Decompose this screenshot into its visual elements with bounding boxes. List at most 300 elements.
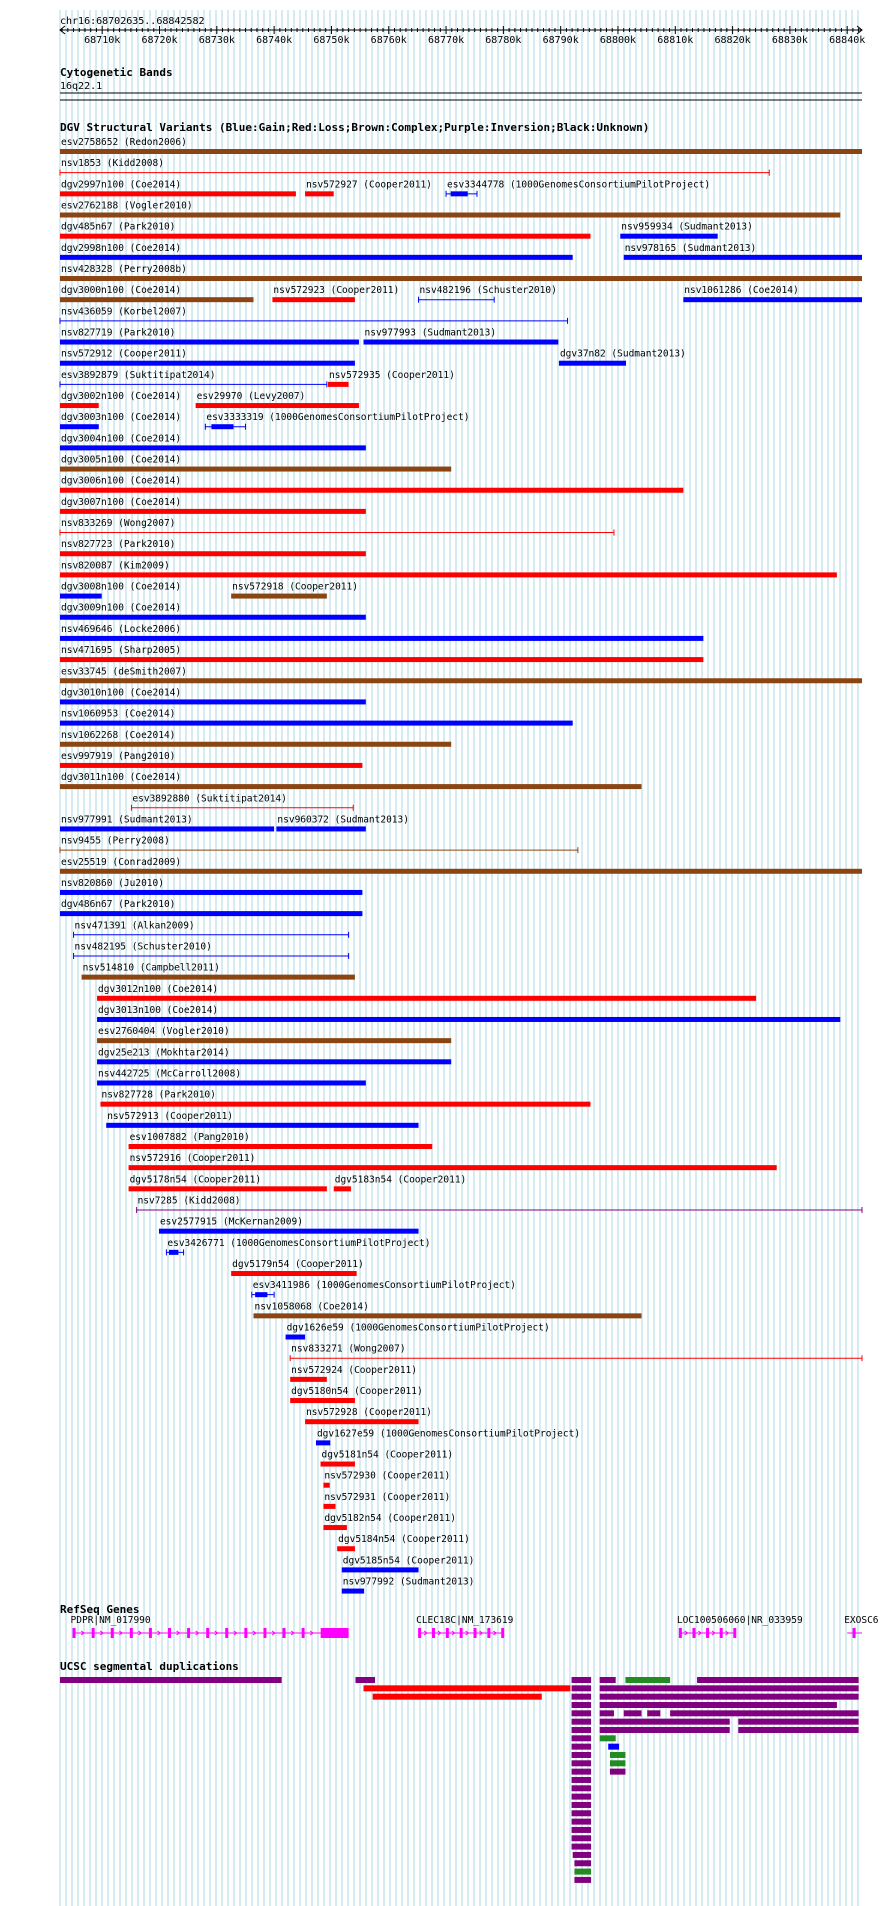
dgv-feature[interactable]: [231, 1259, 364, 1276]
dgv-feature-label: nsv827719 (Park2010): [61, 327, 176, 339]
segdup-feature[interactable]: [600, 1735, 616, 1741]
dgv-feature-label: nsv977993 (Sudmant2013): [364, 327, 497, 339]
dgv-feature-label: dgv37n82 (Sudmant2013): [559, 348, 686, 360]
cytoband-label: 16q22.1: [60, 81, 103, 92]
segdup-feature[interactable]: [625, 1677, 670, 1683]
dgv-feature-label: dgv5184n54 (Cooper2011): [338, 1534, 470, 1546]
ruler-tick-label: 68750k: [313, 35, 350, 46]
dgv-feature-label: nsv572928 (Cooper2011): [306, 1407, 432, 1419]
dgv-feature[interactable]: [129, 1153, 777, 1170]
dgv-feature-label: dgv485n67 (Park2010): [61, 221, 176, 233]
dgv-feature-label: nsv572931 (Cooper2011): [324, 1491, 451, 1503]
dgv-feature-label: nsv9455 (Perry2008): [61, 835, 170, 847]
ruler-tick-label: 68790k: [542, 35, 579, 46]
dgv-feature-label: dgv3005n100 (Coe2014): [61, 454, 182, 466]
dgv-feature-bar: [106, 1123, 418, 1128]
dgv-feature-label: esv3426771 (1000GenomesConsortiumPilotProject): [167, 1237, 431, 1249]
dgv-feature-label: dgv1626e59 (1000GenomesConsortiumPilotProject): [286, 1322, 550, 1334]
dgv-feature[interactable]: [129, 1132, 433, 1149]
dgv-feature-bar: [231, 594, 327, 599]
dgv-feature[interactable]: [131, 793, 353, 811]
dgv-feature-bar: [60, 594, 102, 599]
dgv-feature-bar: [290, 1398, 355, 1403]
dgv-feature[interactable]: [60, 412, 181, 429]
refseq-exon: [720, 1628, 723, 1638]
dgv-feature[interactable]: [97, 1005, 840, 1022]
segdup-feature[interactable]: [647, 1710, 660, 1716]
dgv-feature[interactable]: [60, 158, 769, 176]
segdup-feature[interactable]: [572, 1769, 591, 1775]
refseq-gene[interactable]: [844, 1615, 879, 1638]
segdup-feature[interactable]: [572, 1744, 591, 1750]
segdup-feature[interactable]: [610, 1752, 625, 1758]
refseq-gene[interactable]: [416, 1615, 514, 1638]
segdup-feature[interactable]: [608, 1744, 619, 1750]
dgv-feature-bar: [97, 996, 756, 1001]
ruler-tick-label: 68730k: [198, 35, 235, 46]
segdup-feature[interactable]: [373, 1694, 542, 1700]
refseq-exon: [706, 1628, 709, 1638]
dgv-feature-bar: [316, 1440, 330, 1445]
dgv-feature-bar: [169, 1250, 178, 1255]
dgv-feature-bar: [211, 424, 233, 429]
dgv-feature-bar: [60, 826, 274, 831]
dgv-feature-bar: [328, 382, 349, 387]
dgv-feature[interactable]: [60, 730, 451, 747]
refseq-exon: [432, 1628, 435, 1638]
ruler-tick-label: 68740k: [256, 35, 293, 46]
dgv-feature[interactable]: [321, 1450, 454, 1467]
dgv-feature[interactable]: [60, 455, 451, 472]
position-ruler: [60, 26, 865, 46]
dgv-feature[interactable]: [60, 645, 703, 662]
dgv-feature-label: dgv2997n100 (Coe2014): [61, 179, 182, 191]
dgv-feature-bar: [60, 255, 573, 260]
dgv-feature[interactable]: [60, 751, 362, 768]
refseq-exon: [149, 1628, 152, 1638]
dgv-feature[interactable]: [60, 328, 359, 345]
dgv-feature-bar: [321, 1462, 355, 1467]
dgv-feature-label: nsv977991 (Sudmant2013): [61, 814, 193, 826]
refseq-exon: [244, 1628, 247, 1638]
dgv-feature-label: nsv978165 (Sudmant2013): [624, 242, 757, 254]
segdup-feature[interactable]: [572, 1802, 591, 1808]
dgv-feature[interactable]: [205, 412, 469, 430]
segdup-feature[interactable]: [364, 1685, 571, 1691]
segdup-track-title[interactable]: UCSC segmental duplications: [60, 1660, 239, 1673]
dgv-feature-label: dgv5178n54 (Cooper2011): [129, 1174, 262, 1186]
dgv-feature[interactable]: [60, 709, 573, 726]
dgv-feature[interactable]: [60, 899, 362, 916]
refseq-exon: [487, 1628, 490, 1638]
dgv-feature-label: nsv471695 (Sharp2005): [61, 645, 182, 657]
refseq-exon: [73, 1628, 76, 1638]
segdup-feature[interactable]: [572, 1819, 591, 1825]
segdup-feature[interactable]: [738, 1719, 858, 1725]
dgv-feature-bar: [129, 1144, 433, 1149]
dgv-feature-label: dgv3010n100 (Coe2014): [61, 687, 182, 699]
ruler-tick-label: 68800k: [599, 35, 637, 46]
dgv-feature-label: esv2758652 (Redon2006): [61, 137, 187, 148]
dgv-feature-label: nsv514810 (Campbell2011): [82, 962, 220, 974]
dgv-feature[interactable]: [60, 878, 362, 895]
dgv-feature-bar: [129, 1186, 327, 1191]
segdup-feature[interactable]: [572, 1844, 591, 1850]
dgv-feature[interactable]: [159, 1217, 419, 1234]
refseq-exon: [206, 1628, 209, 1638]
dgv-feature[interactable]: [364, 328, 559, 345]
dgv-feature[interactable]: [97, 1047, 451, 1064]
dgv-feature[interactable]: [419, 285, 557, 303]
dgv-feature[interactable]: [129, 1174, 327, 1191]
dgv-feature-bar: [290, 1377, 327, 1382]
refseq-gene-label: PDPR|NM_017990: [70, 1615, 151, 1626]
dgv-feature[interactable]: [60, 539, 366, 556]
segdup-feature[interactable]: [573, 1852, 591, 1858]
dgv-feature-bar: [60, 678, 862, 683]
refseq-gene-label: EXOSC6: [844, 1615, 879, 1626]
segdup-feature[interactable]: [572, 1719, 591, 1725]
dgv-feature-bar: [342, 1567, 419, 1572]
dgv-feature-bar: [60, 403, 99, 408]
dgv-feature[interactable]: [60, 814, 274, 831]
dgv-feature[interactable]: [60, 772, 641, 789]
cytoband-track-title[interactable]: Cytogenetic Bands: [60, 66, 173, 79]
dgv-feature[interactable]: [60, 179, 296, 196]
dgv-feature-label: nsv482196 (Schuster2010): [419, 285, 557, 297]
dgv-feature[interactable]: [60, 391, 181, 408]
segdup-feature[interactable]: [572, 1810, 591, 1816]
dgv-feature[interactable]: [60, 306, 568, 324]
segdup-feature[interactable]: [572, 1727, 591, 1733]
dgv-feature-label: nsv572916 (Cooper2011): [129, 1153, 256, 1165]
dgv-feature-bar: [60, 890, 362, 895]
segdup-feature[interactable]: [574, 1877, 591, 1883]
dgv-feature-label: esv3892880 (Suktitipat2014): [132, 793, 287, 805]
dgv-feature[interactable]: [290, 1386, 423, 1403]
dgv-feature-bar: [60, 509, 366, 514]
dgv-feature[interactable]: [137, 1196, 862, 1214]
dgv-feature[interactable]: [60, 243, 573, 260]
dgv-feature-label: dgv3000n100 (Coe2014): [61, 285, 182, 297]
dgv-feature[interactable]: [60, 836, 578, 854]
dgv-feature-label: dgv2998n100 (Coe2014): [61, 242, 182, 254]
dgv-feature[interactable]: [74, 920, 349, 938]
dgv-feature-label: nsv1062268 (Coe2014): [61, 729, 176, 741]
segdup-feature[interactable]: [572, 1835, 591, 1841]
dgv-feature-bar: [60, 149, 862, 154]
dgv-feature-label: dgv3002n100 (Coe2014): [61, 391, 182, 403]
dgv-feature-bar: [60, 699, 366, 704]
dgv-feature-bar: [620, 234, 717, 239]
dgv-feature-bar: [82, 975, 355, 980]
segdup-feature[interactable]: [356, 1677, 375, 1683]
dgv-feature-bar: [323, 1525, 346, 1530]
dgv-feature-label: dgv5180n54 (Cooper2011): [291, 1386, 423, 1398]
dgv-feature-bar: [60, 467, 451, 472]
segdup-feature[interactable]: [572, 1710, 591, 1716]
dgv-feature-label: nsv820860 (Ju2010): [61, 877, 164, 889]
dgv-feature[interactable]: [60, 222, 590, 239]
dgv-feature[interactable]: [60, 137, 862, 154]
dgv-feature-bar: [272, 297, 355, 302]
dgv-feature-bar: [60, 636, 703, 641]
segdup-feature[interactable]: [670, 1710, 859, 1716]
dgv-feature-label: nsv827723 (Park2010): [61, 539, 176, 551]
dgv-feature-label: dgv3007n100 (Coe2014): [61, 496, 182, 508]
dgv-feature-label: nsv572918 (Cooper2011): [232, 581, 358, 593]
segdup-feature[interactable]: [600, 1702, 837, 1708]
dgv-feature[interactable]: [60, 285, 253, 302]
dgv-feature-label: nsv977992 (Sudmant2013): [342, 1576, 475, 1588]
segdup-feature[interactable]: [600, 1727, 730, 1733]
segdup-feature[interactable]: [572, 1827, 591, 1833]
dgv-feature-bar: [97, 1080, 366, 1085]
refseq-exon: [168, 1628, 171, 1638]
dgv-feature[interactable]: [82, 963, 355, 980]
dgv-feature[interactable]: [60, 349, 355, 366]
dgv-feature-bar: [60, 721, 573, 726]
dgv-feature-label: dgv5179n54 (Cooper2011): [232, 1259, 364, 1271]
segdup-feature[interactable]: [600, 1710, 614, 1716]
segdup-feature[interactable]: [600, 1719, 730, 1725]
region-label: chr16:68702635..68842582: [60, 16, 205, 27]
dgv-feature-label: nsv820087 (Kim2009): [61, 560, 170, 572]
segdup-feature[interactable]: [600, 1694, 859, 1700]
dgv-feature[interactable]: [620, 222, 753, 239]
dgv-feature[interactable]: [342, 1555, 475, 1572]
refseq-exon: [418, 1628, 421, 1638]
dgv-feature-bar: [60, 213, 840, 218]
refseq-exon: [111, 1628, 114, 1638]
refseq-track-title[interactable]: RefSeq Genes: [60, 1603, 140, 1616]
dgv-feature-label: dgv5185n54 (Cooper2011): [342, 1555, 475, 1567]
dgv-feature[interactable]: [60, 624, 703, 641]
dgv-feature[interactable]: [196, 391, 359, 408]
dgv-feature-label: nsv572924 (Cooper2011): [291, 1364, 418, 1376]
dgv-feature-label: dgv3011n100 (Coe2014): [61, 772, 182, 784]
dgv-feature-bar: [342, 1589, 364, 1594]
dgv-feature-label: dgv3003n100 (Coe2014): [61, 412, 182, 424]
dgv-feature-label: nsv833269 (Wong2007): [61, 518, 176, 530]
dgv-feature[interactable]: [60, 603, 366, 620]
dgv-feature-label: esv3333319 (1000GenomesConsortiumPilotProject): [206, 412, 470, 424]
dgv-feature[interactable]: [305, 1407, 432, 1424]
dgv-feature[interactable]: [97, 1026, 451, 1043]
dgv-feature-label: esv3892879 (Suktitipat2014): [61, 369, 216, 381]
dgv-feature-bar: [60, 763, 362, 768]
dgv-feature[interactable]: [60, 370, 327, 388]
dgv-feature-label: dgv5181n54 (Cooper2011): [321, 1449, 454, 1461]
dgv-feature-label: dgv1627e59 (1000GenomesConsortiumPilotProject): [316, 1428, 581, 1440]
dgv-feature-bar: [60, 340, 359, 345]
segdup-feature[interactable]: [572, 1702, 591, 1708]
dgv-feature[interactable]: [97, 984, 756, 1001]
dgv-feature-bar: [559, 361, 626, 366]
segdup-feature[interactable]: [574, 1860, 591, 1866]
dgv-feature-label: nsv572923 (Cooper2011): [273, 285, 400, 297]
dgv-feature-label: nsv1061286 (Coe2014): [684, 285, 799, 297]
dgv-feature-label: dgv5182n54 (Cooper2011): [324, 1513, 456, 1525]
dgv-feature[interactable]: [100, 1090, 590, 1107]
segdup-feature[interactable]: [600, 1685, 859, 1691]
dgv-feature-label: dgv3012n100 (Coe2014): [98, 983, 219, 995]
dgv-feature-label: esv2760404 (Vogler2010): [98, 1026, 230, 1038]
dgv-feature-label: dgv3013n100 (Coe2014): [98, 1004, 219, 1016]
dgv-feature-label: nsv1853 (Kidd2008): [61, 158, 164, 170]
dgv-feature-label: nsv960372 (Sudmant2013): [277, 814, 409, 826]
dgv-feature-label: nsv959934 (Sudmant2013): [621, 221, 753, 233]
refseq-exon: [302, 1628, 305, 1638]
dgv-feature-bar: [231, 1271, 357, 1276]
dgv-feature-bar: [286, 1335, 305, 1340]
dgv-feature[interactable]: [60, 264, 862, 281]
dgv-feature-label: nsv442725 (McCarroll2008): [98, 1068, 242, 1080]
dgv-feature-label: nsv827728 (Park2010): [101, 1089, 216, 1101]
ruler-tick-label: 68830k: [771, 35, 808, 46]
dgv-feature[interactable]: [276, 814, 409, 831]
dgv-feature-bar: [683, 297, 862, 302]
dgv-feature-bar: [60, 615, 366, 620]
ruler-tick-label: 68780k: [485, 35, 522, 46]
dgv-feature-bar: [60, 276, 862, 281]
dgv-feature-label: esv997919 (Pang2010): [61, 750, 176, 762]
segdup-feature[interactable]: [624, 1710, 642, 1716]
segdup-feature[interactable]: [610, 1760, 625, 1766]
dgv-feature[interactable]: [60, 666, 862, 683]
dgv-feature[interactable]: [328, 370, 455, 387]
dgv-feature[interactable]: [305, 179, 432, 196]
dgv-feature-bar: [159, 1229, 419, 1234]
dgv-feature-bar: [97, 1017, 840, 1022]
dgv-feature[interactable]: [74, 941, 349, 959]
dgv-feature-bar: [60, 424, 99, 429]
segdup-feature[interactable]: [572, 1685, 591, 1691]
segdup-feature[interactable]: [572, 1794, 591, 1800]
refseq-exon: [501, 1628, 504, 1638]
ruler-tick-label: 68810k: [657, 35, 694, 46]
refseq-exon: [474, 1628, 477, 1638]
dgv-feature-bar: [253, 1313, 641, 1318]
dgv-feature-label: nsv1058068 (Coe2014): [254, 1301, 369, 1313]
ruler-tick-label: 68820k: [714, 35, 751, 46]
dgv-feature-label: esv3411986 (1000GenomesConsortiumPilotProject): [252, 1280, 516, 1292]
dgv-feature-bar: [323, 1483, 329, 1488]
dgv-feature-bar: [305, 191, 334, 196]
segdup-feature[interactable]: [738, 1727, 858, 1733]
dgv-feature-label: nsv833271 (Wong2007): [291, 1343, 406, 1355]
dgv-feature-bar: [60, 551, 366, 556]
segdup-feature[interactable]: [600, 1677, 616, 1683]
segdup-feature[interactable]: [574, 1869, 591, 1875]
refseq-gene-label: CLEC18C|NM_173619: [416, 1615, 514, 1626]
refseq-exon: [322, 1628, 349, 1638]
dgv-feature-label: nsv572930 (Cooper2011): [324, 1470, 451, 1482]
dgv-feature-label: dgv3006n100 (Coe2014): [61, 475, 182, 487]
dgv-feature[interactable]: [60, 857, 862, 874]
segdup-feature[interactable]: [572, 1694, 591, 1700]
refseq-exon: [130, 1628, 133, 1638]
dgv-feature[interactable]: [272, 285, 399, 302]
dgv-feature-bar: [276, 826, 365, 831]
dgv-feature-label: esv2762188 (Vogler2010): [61, 200, 193, 212]
dgv-feature-bar: [196, 403, 359, 408]
dgv-feature-label: esv1007882 (Pang2010): [129, 1131, 250, 1143]
segdup-feature[interactable]: [572, 1760, 591, 1766]
dgv-feature-bar: [624, 255, 862, 260]
dgv-feature[interactable]: [60, 582, 181, 599]
dgv-feature-bar: [334, 1186, 351, 1191]
segdup-feature[interactable]: [572, 1777, 591, 1783]
dgv-feature-label: dgv3009n100 (Coe2014): [61, 602, 182, 614]
dgv-feature-label: esv25519 (Conrad2009): [61, 856, 182, 868]
dgv-feature[interactable]: [97, 1068, 366, 1085]
dgv-feature[interactable]: [60, 433, 366, 450]
ruler-tick-label: 68710k: [84, 35, 121, 46]
dgv-feature-label: nsv572913 (Cooper2011): [107, 1110, 234, 1122]
dgv-track-title[interactable]: DGV Structural Variants (Blue:Gain;Red:Loss;Brown:Complex;Purple:Inversion;Black:Unknown): [60, 121, 650, 134]
segdup-feature[interactable]: [610, 1769, 625, 1775]
dgv-feature-label: nsv428328 (Perry2008b): [61, 264, 187, 276]
dgv-feature[interactable]: [624, 243, 862, 260]
refseq-gene-label: LOC100506060|NR_033959: [676, 1615, 803, 1626]
dgv-feature[interactable]: [60, 518, 614, 536]
dgv-feature-bar: [60, 572, 837, 577]
refseq-exon: [225, 1628, 228, 1638]
dgv-feature-bar: [323, 1504, 335, 1509]
refseq-exon: [446, 1628, 449, 1638]
refseq-exon: [187, 1628, 190, 1638]
dgv-feature-bar: [60, 361, 355, 366]
segdup-feature[interactable]: [572, 1677, 591, 1683]
dgv-feature-bar: [60, 869, 862, 874]
dgv-feature-bar: [97, 1038, 451, 1043]
segdup-feature[interactable]: [572, 1785, 591, 1791]
dgv-feature[interactable]: [683, 285, 862, 302]
ruler-tick-label: 68840k: [829, 35, 866, 46]
segdup-feature[interactable]: [60, 1677, 282, 1683]
dgv-feature-label: nsv1060953 (Coe2014): [61, 708, 176, 720]
dgv-feature[interactable]: [60, 687, 366, 704]
refseq-exon: [679, 1628, 682, 1638]
dgv-feature-label: esv29970 (Levy2007): [196, 391, 306, 403]
dgv-feature-bar: [337, 1546, 355, 1551]
dgv-feature-bar: [129, 1165, 777, 1170]
dgv-feature-label: nsv469646 (Locke2006): [61, 623, 182, 635]
dgv-feature[interactable]: [231, 582, 358, 599]
refseq-exon: [853, 1628, 856, 1638]
segdup-feature[interactable]: [572, 1752, 591, 1758]
dgv-feature-bar: [60, 234, 590, 239]
dgv-feature-bar: [255, 1292, 267, 1297]
dgv-feature-label: dgv25e213 (Mokhtar2014): [98, 1047, 230, 1059]
dgv-feature[interactable]: [166, 1238, 430, 1256]
refseq-exon: [263, 1628, 266, 1638]
dgv-feature-label: nsv436059 (Korbel2007): [61, 306, 187, 318]
dgv-feature-bar: [60, 488, 683, 493]
dgv-feature-bar: [60, 911, 362, 916]
dgv-feature-bar: [305, 1419, 418, 1424]
dgv-feature-bar: [97, 1059, 451, 1064]
dgv-feature[interactable]: [253, 1301, 641, 1318]
dgv-feature[interactable]: [60, 497, 366, 514]
dgv-feature[interactable]: [559, 349, 686, 366]
segdup-feature[interactable]: [697, 1677, 859, 1683]
dgv-feature-label: nsv7285 (Kidd2008): [137, 1195, 241, 1207]
segdup-feature[interactable]: [572, 1735, 591, 1741]
dgv-feature-label: dgv3008n100 (Coe2014): [61, 581, 182, 593]
dgv-feature-bar: [100, 1102, 590, 1107]
